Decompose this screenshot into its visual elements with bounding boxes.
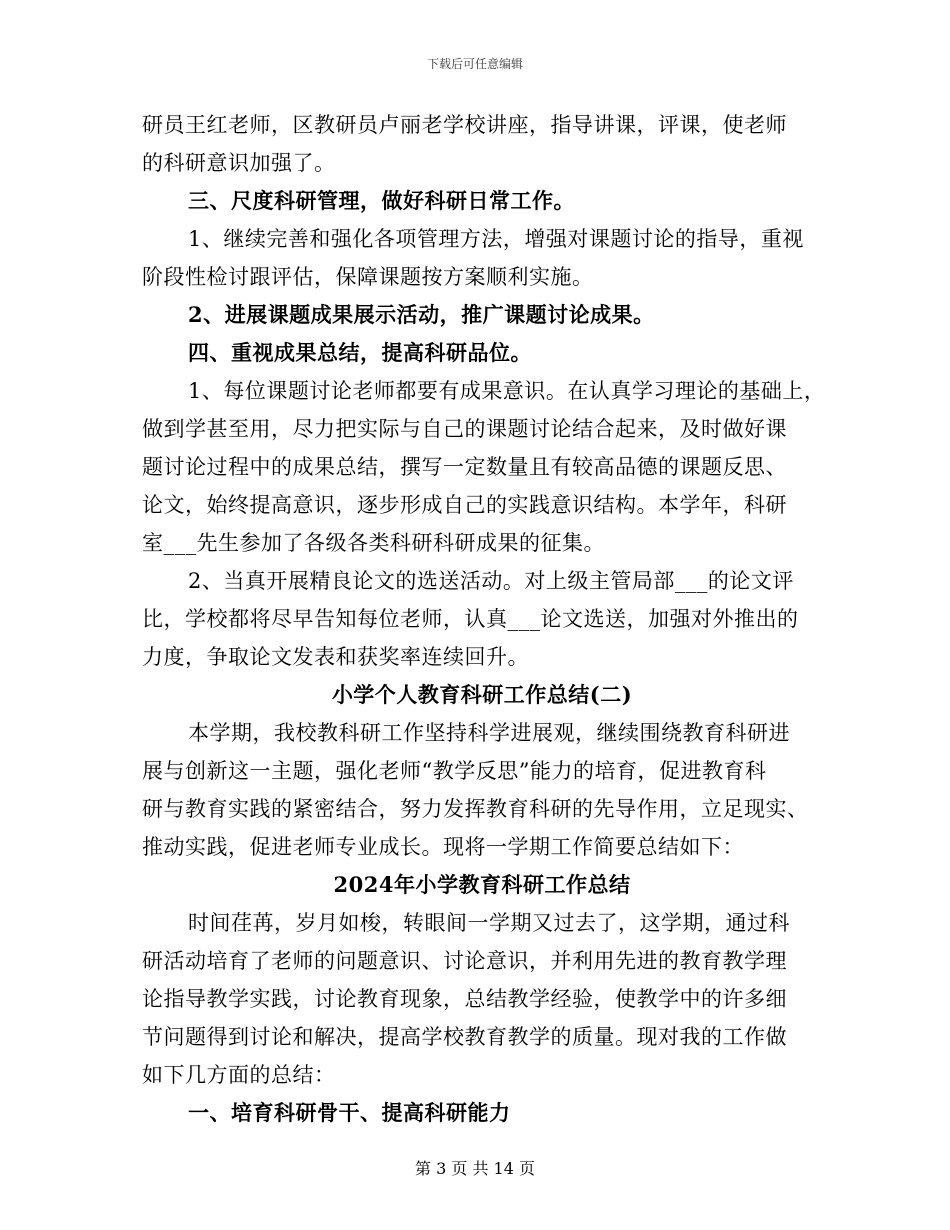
subsection-heading: 2、进展课题成果展示活动，推广课题讨论成果。 (188, 302, 655, 327)
paragraph-line: 推动实践，促进老师专业成长。现将一学期工作简要总结如下： (142, 835, 744, 859)
paragraph-line: 题讨论过程中的成果总结，撰写一定数量且有较高品德的课题反思、 (142, 455, 787, 479)
page-number: 第 3 页 共 14 页 (415, 1159, 535, 1178)
section-heading: 三、尺度科研管理，做好科研日常工作。 (188, 188, 575, 213)
paragraph-line: 2、当真开展精良论文的选送活动。对上级主管局部___的论文评 (188, 569, 794, 593)
paragraph-line: 如下几方面的总结： (142, 1063, 336, 1087)
paragraph-line: 论指导教学实践，讨论教育现象，总结教学经验，使教学中的许多细 (142, 987, 787, 1011)
paragraph-line: 论文，始终提高意识，逐步形成自己的实践意识结构。本学年，科研 (142, 493, 787, 517)
document-title: 小学个人教育科研工作总结(二) (331, 682, 633, 707)
paragraph-line: 1、继续完善和强化各项管理方法，增强对课题讨论的指导，重视 (188, 227, 804, 251)
document-title: 2024年小学教育科研工作总结 (333, 872, 631, 897)
header-note: 下载后可任意编辑 (426, 57, 523, 71)
document-body (142, 106, 826, 1132)
paragraph-line: 节问题得到讨论和解决，提高学校教育教学的质量。现对我的工作做 (142, 1025, 787, 1049)
paragraph-line: 展与创新这一主题，强化老师“教学反思”能力的培育，促进教育科 (142, 759, 767, 783)
paragraph-line: 比，学校都将尽早告知每位老师，认真___论文选送，加强对外推出的 (142, 607, 799, 631)
paragraph-line: 1、每位课题讨论老师都要有成果意识。在认真学习理论的基础上， (188, 379, 826, 403)
paragraph-line: 阶段性检讨跟评估，保障课题按方案顺利实施。 (142, 265, 594, 289)
paragraph-line: 研活动培育了老师的问题意识、讨论意识，并利用先进的教育教学理 (142, 949, 787, 973)
paragraph-line: 研与教育实践的紧密结合，努力发挥教育科研的先导作用，立足现实、 (142, 797, 809, 821)
section-heading: 一、培育科研骨干、提高科研能力 (188, 1100, 511, 1125)
paragraph-line: 室___先生参加了各级各类科研科研成果的征集。 (142, 531, 605, 555)
paragraph-line: 研员王红老师，区教研员卢丽老学校讲座，指导讲课，评课，使老师 (142, 113, 787, 137)
section-heading: 四、重视成果总结，提高科研品位。 (188, 340, 532, 365)
paragraph-line: 力度，争取论文发表和获奖率连续回升。 (142, 645, 529, 669)
paragraph-line: 时间荏苒，岁月如梭，转眼间一学期又过去了，这学期，通过科 (188, 911, 790, 935)
paragraph-line: 的科研意识加强了。 (142, 151, 336, 175)
paragraph-line: 做到学甚至用，尽力把实际与自己的课题讨论结合起来，及时做好课 (142, 417, 787, 441)
paragraph-line: 本学期，我校教科研工作坚持科学进展观，继续围绕教育科研进 (188, 721, 790, 745)
